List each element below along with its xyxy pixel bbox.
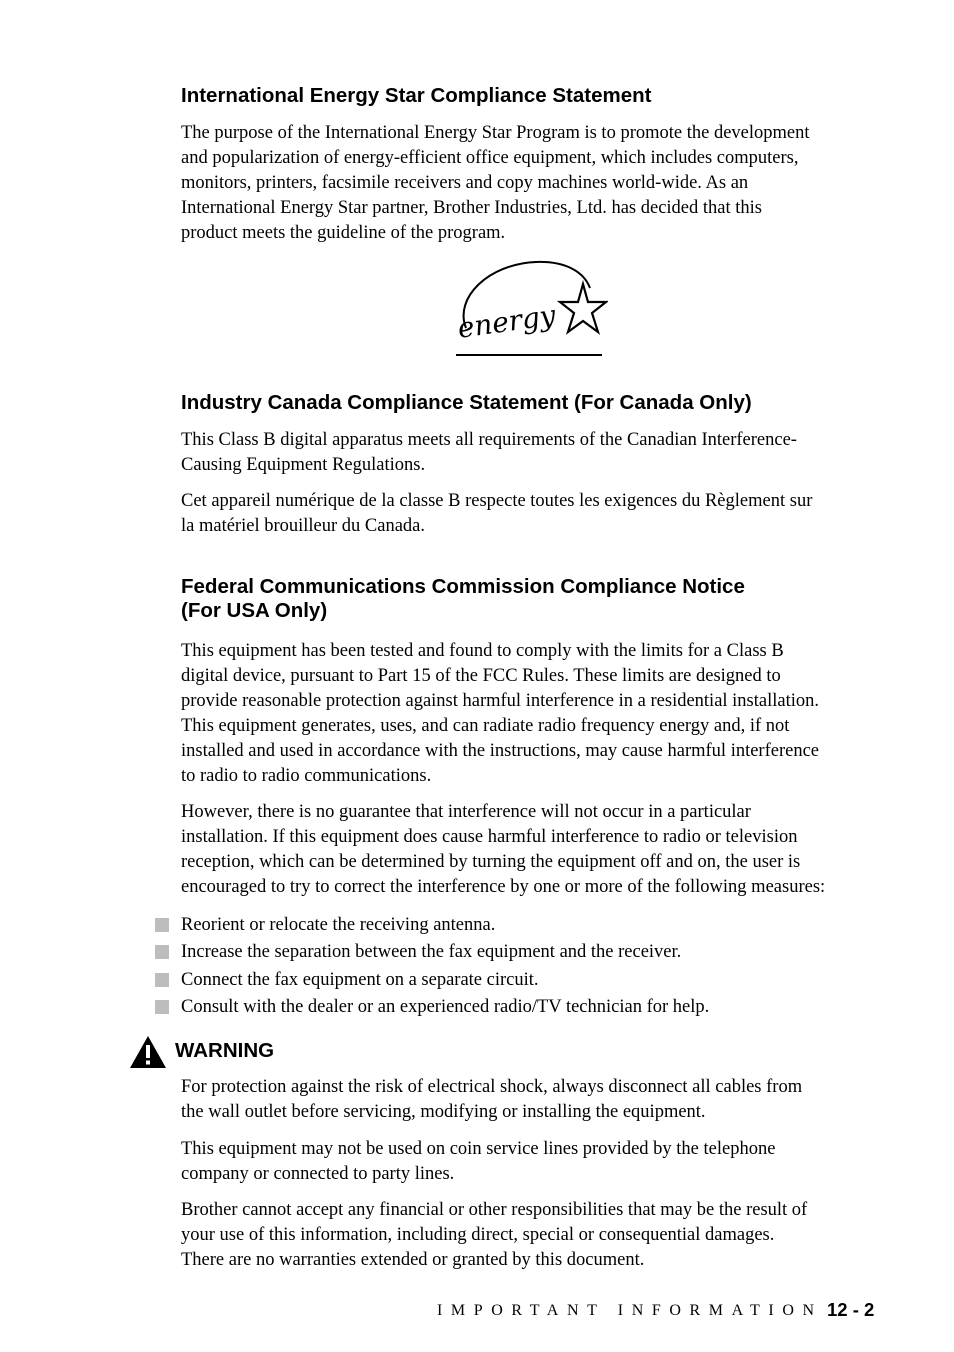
energy-star-logo-icon (448, 258, 608, 358)
section-heading-fcc (181, 575, 745, 623)
text-line: Cet appareil numérique de la classe B respecte toutes les exigences du Règlement sur (181, 491, 813, 511)
paragraph-energy-star (181, 121, 881, 246)
bullet-square-icon (155, 973, 169, 987)
bullet-square-icon (155, 1000, 169, 1014)
text-line: For protection against the risk of electrical shock, always disconnect all cables from (181, 1077, 803, 1097)
list-item-text: Consult with the dealer or an experienced radio/TV technician for help. (181, 996, 710, 1017)
list-item (155, 913, 709, 940)
text-line: This equipment generates, uses, and can radiate radio frequency energy and, if not (181, 716, 790, 736)
list-item-text: Reorient or relocate the receiving antenna. (181, 915, 496, 935)
text-line: Causing Equipment Regulations. (181, 455, 426, 475)
text-line: International Energy Star partner, Brother Industries, Ltd. has decided that this (181, 198, 762, 218)
text-line: digital device, pursuant to Part 15 of the FCC Rules. These limits are designed to (181, 666, 781, 686)
list-item-text: Increase the separation between the fax equipment and the receiver. (181, 942, 682, 963)
paragraph-canada-en (181, 428, 881, 478)
paragraph-warning-1 (181, 1075, 881, 1125)
text-line: product meets the guideline of the program. (181, 223, 506, 243)
text-line: However, there is no guarantee that interference will not occur in a particular (181, 802, 751, 822)
text-line: the wall outlet before servicing, modifying or installing the equipment. (181, 1102, 706, 1122)
list-item-text: Connect the fax equipment on a separate circuit. (181, 969, 539, 990)
text-line: There are no warranties extended or granted by this document. (181, 1250, 645, 1270)
section-heading-energy-star: International Energy Star Compliance Statement (181, 84, 652, 107)
energy-script-text: energy (455, 298, 558, 345)
text-line: This equipment has been tested and found to comply with the limits for a Class B (181, 641, 784, 661)
text-line: to radio to radio communications. (181, 766, 432, 786)
list-item (155, 995, 709, 1022)
paragraph-warning-3 (181, 1198, 881, 1273)
paragraph-warning-2 (181, 1137, 881, 1187)
text-line: The purpose of the International Energy Star Program is to promote the development (181, 123, 810, 143)
text-line: Brother cannot accept any financial or other responsibilities that may be the result of (181, 1200, 808, 1220)
bullet-square-icon (155, 918, 169, 932)
text-line: provide reasonable protection against harmful interference in a residential installation. (181, 691, 820, 711)
text-line: and popularization of energy-efficient office equipment, which includes computers, (181, 148, 799, 168)
bullet-square-icon (155, 945, 169, 959)
warning-triangle-icon (129, 1035, 167, 1069)
text-line: This Class B digital apparatus meets all requirements of the Canadian Interference- (181, 430, 797, 450)
heading-line: (For USA Only) (181, 599, 328, 622)
text-line: reception, which can be determined by turning the equipment off and on, the user is (181, 852, 801, 872)
paragraph-canada-fr (181, 489, 881, 539)
list-item (155, 940, 709, 967)
heading-line: Federal Communications Commission Compliance Notice (181, 575, 745, 598)
text-line: your use of this information, including direct, special or consequential damages. (181, 1225, 775, 1245)
text-line: la matériel brouilleur du Canada. (181, 516, 426, 536)
warning-label: WARNING (175, 1039, 275, 1062)
measures-list (155, 913, 709, 1022)
paragraph-fcc-1 (181, 639, 881, 789)
text-line: encouraged to try to correct the interference by one or more of the following measures: (181, 877, 826, 897)
paragraph-fcc-2 (181, 800, 881, 900)
text-line: This equipment may not be used on coin service lines provided by the telephone (181, 1139, 776, 1159)
text-line: installation. If this equipment does cause harmful interference to radio or television (181, 827, 798, 847)
section-heading-industry-canada: Industry Canada Compliance Statement (For Canada Only) (181, 391, 752, 414)
text-line: company or connected to party lines. (181, 1164, 455, 1184)
page-number: 12 - 2 (827, 1299, 875, 1320)
text-line: monitors, printers, facsimile receivers and copy machines world-wide. As an (181, 173, 749, 193)
list-item (155, 968, 709, 995)
footer-section-title: IMPORTANT INFORMATION (437, 1302, 823, 1319)
text-line: installed and used in accordance with the instructions, may cause harmful interference (181, 741, 820, 761)
